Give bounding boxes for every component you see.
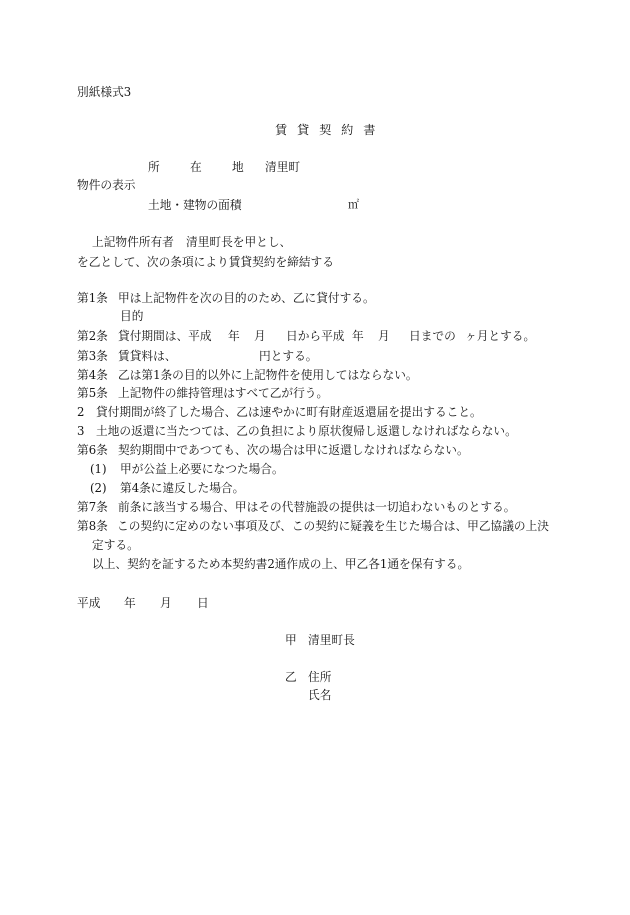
property-label: 物件の表示 <box>77 178 136 192</box>
area-unit: ㎡ <box>348 198 359 211</box>
location-label-char: 在 <box>190 160 202 174</box>
article-text: 前条に該当する場合、甲はその代替施設の提供は一切追わないものとする。 <box>118 500 516 514</box>
owner-label: 上記物件所有者 <box>92 235 174 249</box>
item-number: (2) <box>90 481 107 495</box>
item-text: 第4条に違反した場合。 <box>120 481 245 495</box>
paragraph-text: 貸付期間が終了した場合、乙は速やかに町有財産返還届を提出すること。 <box>96 405 482 419</box>
document-title: 賃 貸 契 約 書 <box>275 123 376 137</box>
article-number: 第4条 <box>77 368 108 382</box>
article-text-part: 日から平成 <box>286 329 345 343</box>
article-text-part: 年 <box>352 329 364 343</box>
party-a-name: 清里町長 <box>308 633 355 647</box>
article-text-part: 年 <box>228 329 240 343</box>
article-text: 甲は上記物件を次の目的のため、乙に貸付する。 <box>118 291 375 305</box>
date-era: 平成 <box>77 596 101 610</box>
article-text: 乙は第1条の目的以外に上記物件を使用してはならない。 <box>118 368 418 382</box>
article-number: 第3条 <box>77 349 108 363</box>
date-month-unit: 月 <box>160 596 172 610</box>
article-text: 契約期間中であつても、次の場合は甲に返還しなければならない。 <box>118 443 469 457</box>
date-year-unit: 年 <box>124 596 136 610</box>
article-number: 第2条 <box>77 329 108 343</box>
party-b-address-label: 住所 <box>308 670 332 684</box>
paragraph-text: 土地の返還に当たつては、乙の負担により原状復帰し返還しなければならない。 <box>96 424 517 438</box>
article-text-part: 月 <box>254 329 266 343</box>
item-text: 甲が公益上必要になつた場合。 <box>120 462 284 476</box>
form-number: 別紙様式3 <box>77 85 132 99</box>
closing-statement: 以上、契約を証するため本契約書2通作成の上、甲乙各1通を保有する。 <box>92 557 470 571</box>
preamble-line-2: を乙として、次の条項により賃貸契約を締結する <box>77 255 334 269</box>
location-label-char: 所 <box>148 160 160 174</box>
article-number: 第8条 <box>77 519 108 533</box>
article-number: 第7条 <box>77 500 108 514</box>
party-b-name-label: 氏名 <box>308 688 332 702</box>
article-text-part: ヶ月とする。 <box>465 329 536 343</box>
paragraph-number: 2 <box>77 405 85 419</box>
article-text-line: 定する。 <box>92 538 139 552</box>
article-text-part: 円とする。 <box>259 349 318 363</box>
item-number: (1) <box>90 462 107 476</box>
article-text-line: この契約に定めのない事項及び、この契約に疑義を生じた場合は、甲乙協議の上決 <box>117 519 549 533</box>
article-text-part: 日までの <box>409 329 456 343</box>
party-b-label: 乙 <box>285 670 297 684</box>
party-a-label: 甲 <box>285 633 297 647</box>
area-label: 土地・建物の面積 <box>148 198 242 212</box>
owner-text: 清里町長を甲とし、 <box>186 235 292 249</box>
article-number: 第1条 <box>77 291 108 305</box>
date-day-unit: 日 <box>197 596 209 610</box>
article-number: 第5条 <box>77 386 108 400</box>
location-label-char: 地 <box>232 160 244 174</box>
location-value: 清里町 <box>265 160 301 174</box>
article-number: 第6条 <box>77 443 108 457</box>
article-text-part: 貸付期間は、平成 <box>118 329 212 343</box>
article-text-part: 賃貸料は、 <box>118 349 177 363</box>
article-text: 上記物件の維持管理はすべて乙が行う。 <box>118 386 329 400</box>
purpose-label: 目的 <box>120 309 144 323</box>
paragraph-number: 3 <box>77 424 85 438</box>
article-text-part: 月 <box>378 329 390 343</box>
